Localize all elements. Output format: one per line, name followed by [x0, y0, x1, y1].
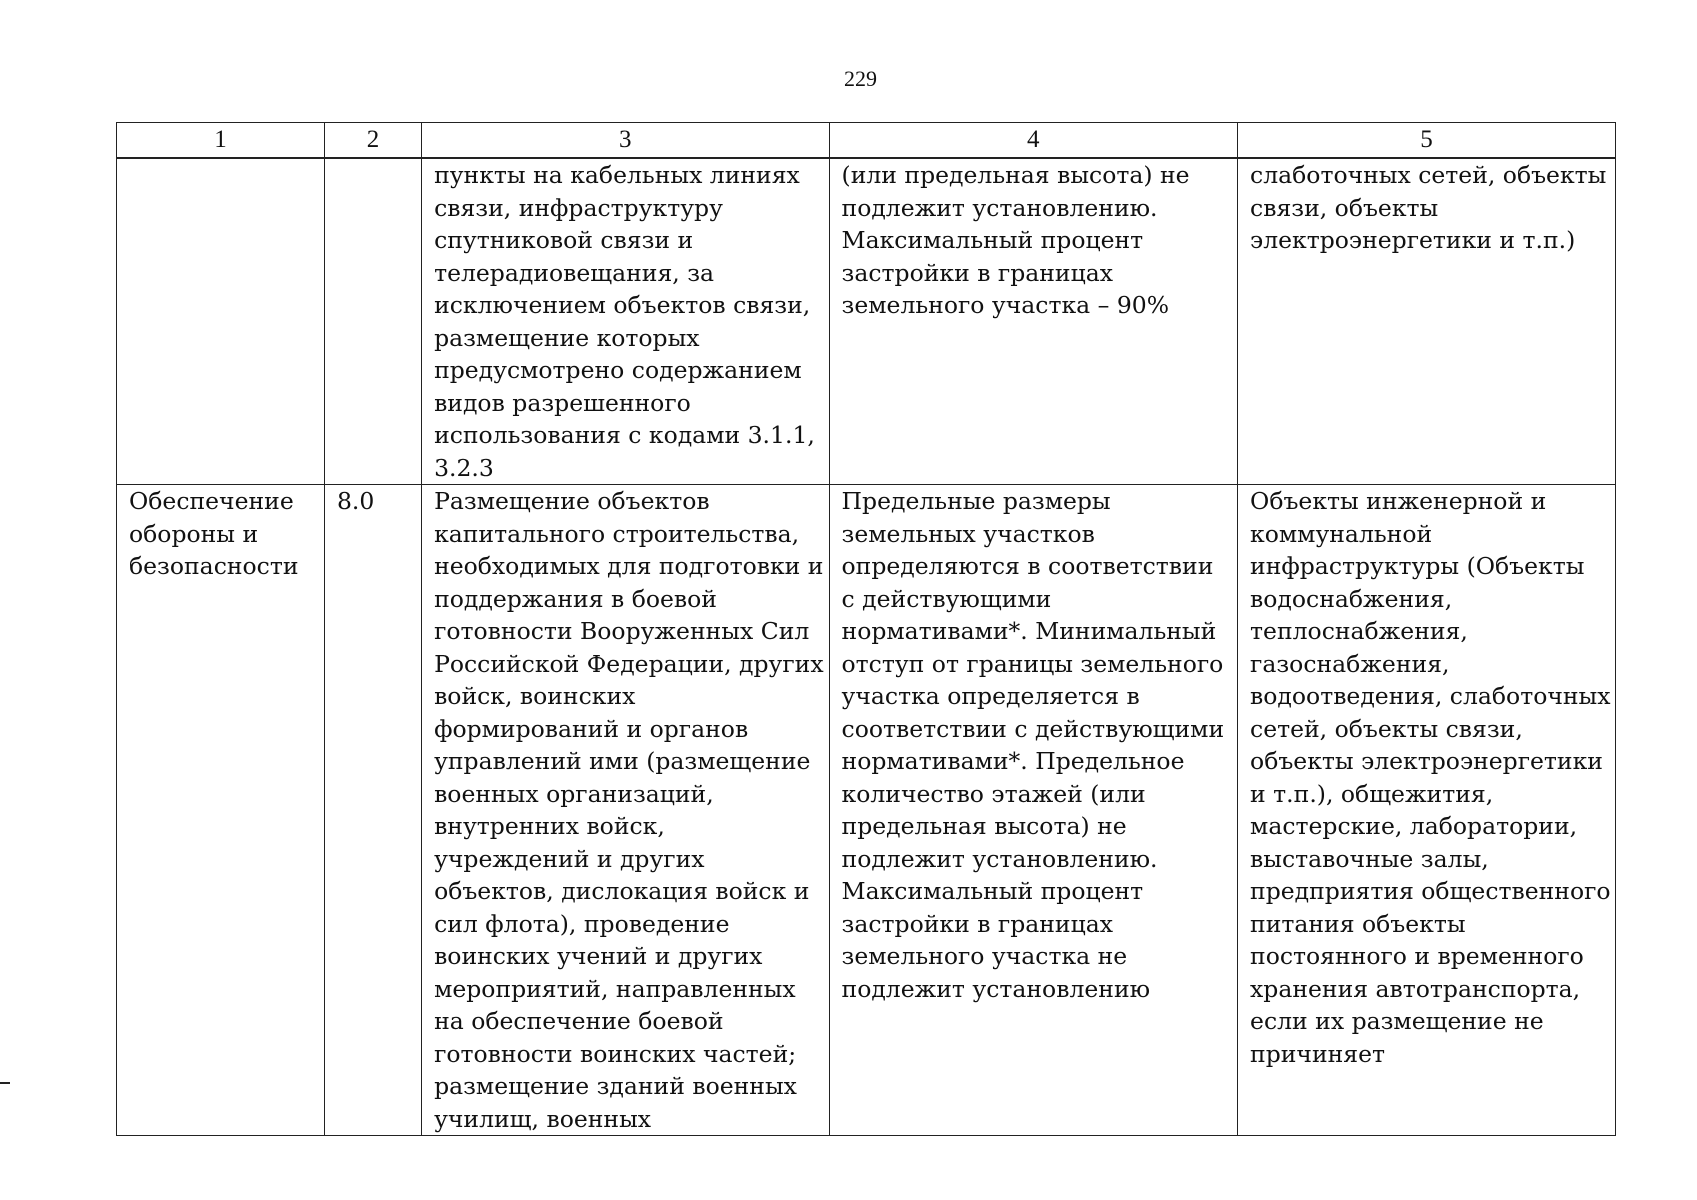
land-use-table [116, 122, 1616, 1136]
cell-auxiliary-uses: слаботочных сетей, объекты связи, объекты электроэнергетики и т.п.) [1238, 158, 1616, 485]
cell-parameters: Предельные размеры земельных участков определяются в соответствии с действующими нормативами*. Минимальный отступ от границы земельного участка определяется в соответствии с действующими нормативами*. Предельное количество этажей (или предельная высота) не подлежит установлению. Максимальный процент застройки в границах земельного участка не подлежит установлению [829, 485, 1238, 1136]
cell-description: пункты на кабельных линиях связи, инфраструктуру спутниковой связи и телерадиовещания, за исключением объектов связи, размещение которых предусмотрено содержанием видов разрешенного использования с кодами 3.1.1, 3.2.3 [422, 158, 829, 485]
cell-use-name: Обеспечение обороны и безопасности [117, 485, 325, 1136]
cell-use-name [117, 158, 325, 485]
table-header-row [117, 123, 1616, 159]
table-row [117, 158, 1616, 485]
column-header-3: 3 [422, 123, 829, 159]
margin-mark [0, 1082, 10, 1084]
page-number: 229 [844, 66, 877, 91]
column-header-5: 5 [1238, 123, 1616, 159]
cell-code: 8.0 [324, 485, 421, 1136]
cell-description: Размещение объектов капитального строительства, необходимых для подготовки и поддержания в боевой готовности Вооруженных Сил Российской Федерации, других войск, воинских формирований и органов управлений ими (размещение военных организаций, внутренних войск, учреждений и других объектов, дислокация войск и сил флота), проведение воинских учений и других мероприятий, направленных на обеспечение боевой готовности воинских частей; размещение зданий военных училищ, военных [422, 485, 829, 1136]
column-header-2: 2 [324, 123, 421, 159]
cell-auxiliary-uses: Объекты инженерной и коммунальной инфраструктуры (Объекты водоснабжения, теплоснабжения, газоснабжения, водоотведения, слаботочных сетей, объекты связи, объекты электроэнергетики и т.п.), общежития, мастерские, лаборатории, выставочные залы, предприятия общественного питания объекты постоянного и временного хранения автотранспорта, если их размещение не причиняет [1238, 485, 1616, 1136]
column-header-1: 1 [117, 123, 325, 159]
table-row [117, 485, 1616, 1136]
column-header-4: 4 [829, 123, 1238, 159]
cell-parameters: (или предельная высота) не подлежит установлению. Максимальный процент застройки в границах земельного участка – 90% [829, 158, 1238, 485]
cell-code [324, 158, 421, 485]
